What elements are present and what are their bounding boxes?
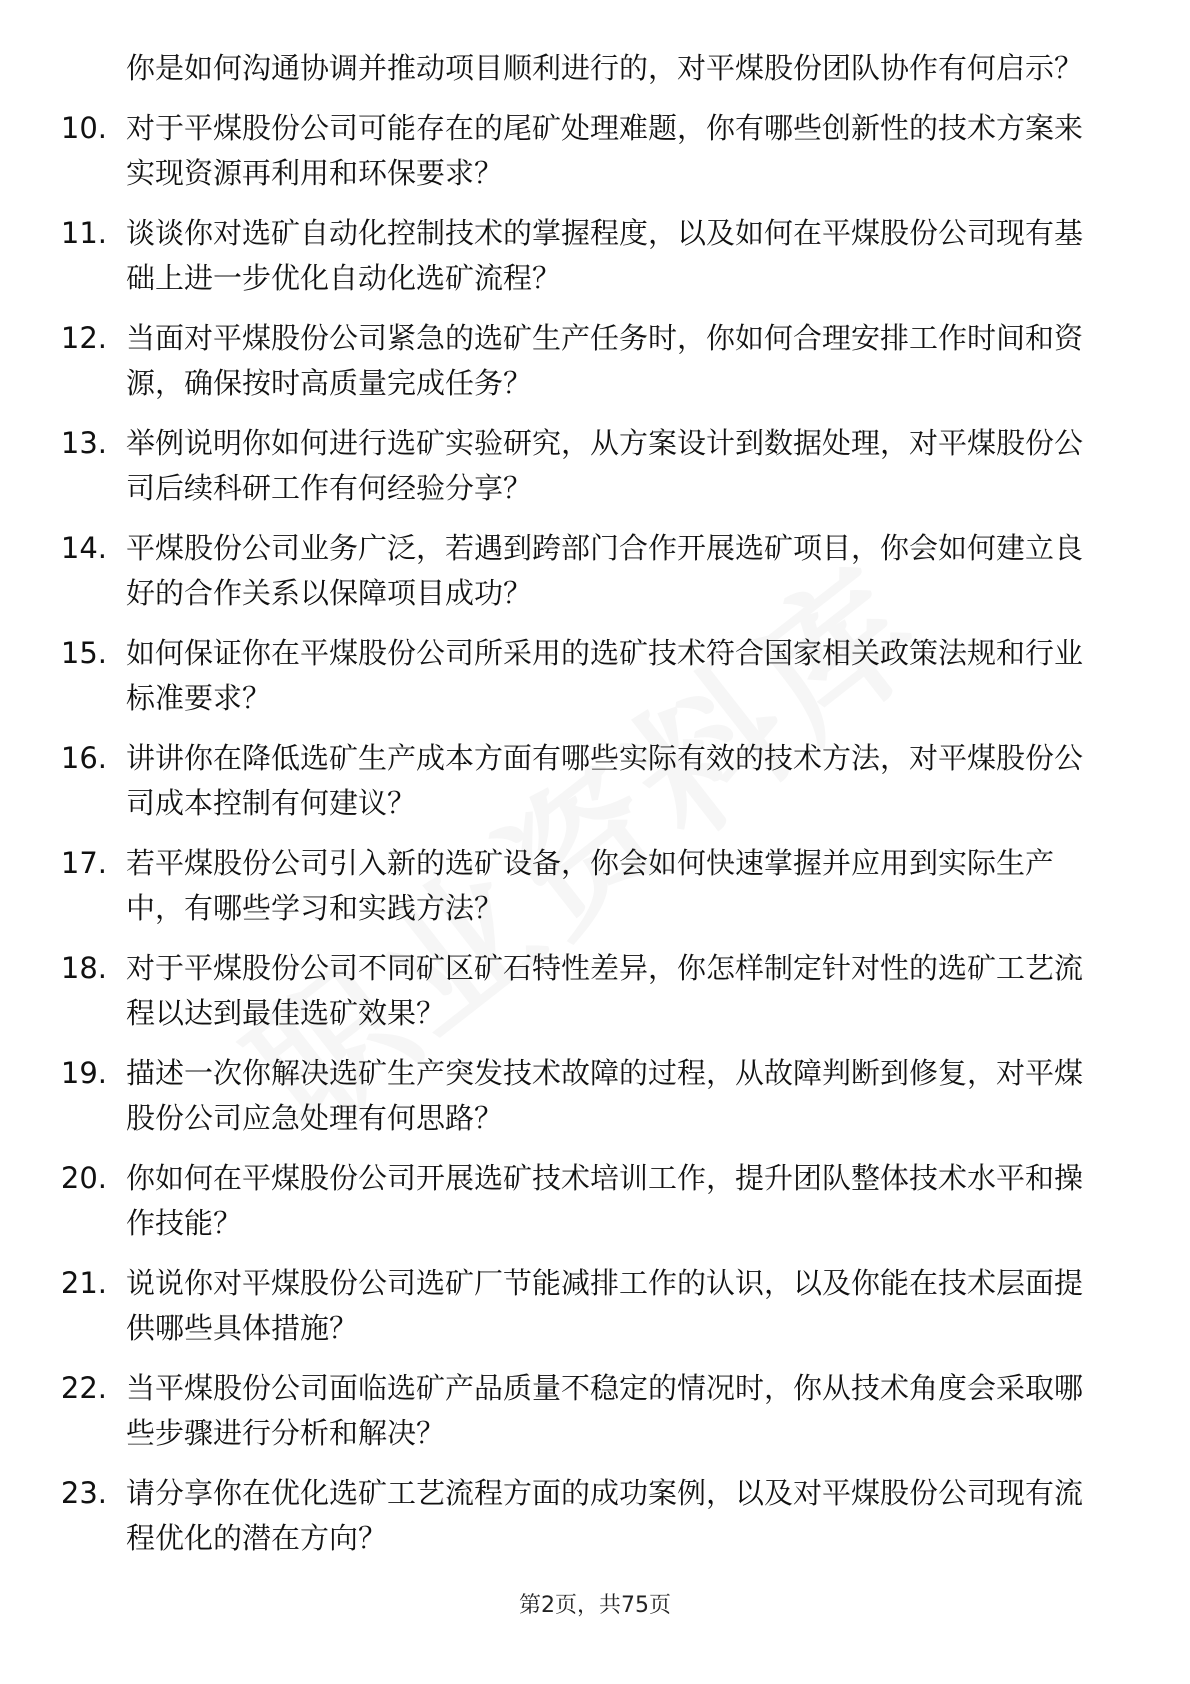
list-item (0, 1156, 1190, 1246)
item-text: 谈谈你对选矿自动化控制技术的掌握程度，以及如何在平煤股份公司现有基础上进一步优化自动化选矿流程？ (126, 216, 1084, 295)
question-list (0, 46, 1190, 1576)
item-number: 15. (60, 636, 107, 670)
list-item (0, 526, 1190, 616)
item-text: 当平煤股份公司面临选矿产品质量不稳定的情况时，你从技术角度会采取哪些步骤进行分析和解决？ (126, 1371, 1084, 1450)
item-number: 12. (60, 321, 107, 355)
item-text: 讲讲你在降低选矿生产成本方面有哪些实际有效的技术方法，对平煤股份公司成本控制有何建议？ (126, 741, 1084, 820)
list-item (0, 946, 1190, 1036)
item-text: 如何保证你在平煤股份公司所采用的选矿技术符合国家相关政策法规和行业标准要求？ (126, 636, 1084, 715)
item-text: 说说你对平煤股份公司选矿厂节能减排工作的认识，以及你能在技术层面提供哪些具体措施？ (126, 1266, 1084, 1345)
item-number: 13. (60, 426, 107, 460)
item-number: 21. (60, 1266, 107, 1300)
item-text: 对于平煤股份公司可能存在的尾矿处理难题，你有哪些创新性的技术方案来实现资源再利用和环保要求？ (126, 111, 1084, 190)
item-number: 23. (60, 1476, 107, 1510)
list-item (0, 46, 1190, 91)
list-item (0, 1471, 1190, 1561)
item-text: 举例说明你如何进行选矿实验研究，从方案设计到数据处理，对平煤股份公司后续科研工作有何经验分享？ (126, 426, 1084, 505)
list-item (0, 1261, 1190, 1351)
item-text: 你如何在平煤股份公司开展选矿技术培训工作，提升团队整体技术水平和操作技能？ (126, 1161, 1084, 1240)
item-text: 你是如何沟通协调并推动项目顺利进行的，对平煤股份团队协作有何启示？ (126, 51, 1084, 85)
item-number: 10. (60, 111, 107, 145)
list-item (0, 736, 1190, 826)
list-item (0, 1366, 1190, 1456)
item-number: 22. (60, 1371, 107, 1405)
list-item (0, 841, 1190, 931)
item-number: 18. (60, 951, 107, 985)
list-item (0, 316, 1190, 406)
item-text: 平煤股份公司业务广泛，若遇到跨部门合作开展选矿项目，你会如何建立良好的合作关系以保障项目成功？ (126, 531, 1084, 610)
item-number: 20. (60, 1161, 107, 1195)
item-number: 16. (60, 741, 107, 775)
list-item (0, 211, 1190, 301)
item-number: 17. (60, 846, 107, 880)
item-text: 当面对平煤股份公司紧急的选矿生产任务时，你如何合理安排工作时间和资源，确保按时高质量完成任务？ (126, 321, 1084, 400)
item-text: 描述一次你解决选矿生产突发技术故障的过程，从故障判断到修复，对平煤股份公司应急处理有何思路？ (126, 1056, 1084, 1135)
list-item (0, 1051, 1190, 1141)
item-text: 请分享你在优化选矿工艺流程方面的成功案例，以及对平煤股份公司现有流程优化的潜在方向？ (126, 1476, 1084, 1555)
item-text: 若平煤股份公司引入新的选矿设备，你会如何快速掌握并应用到实际生产中，有哪些学习和实践方法？ (126, 846, 1055, 925)
item-text: 对于平煤股份公司不同矿区矿石特性差异，你怎样制定针对性的选矿工艺流程以达到最佳选矿效果？ (126, 951, 1084, 1030)
item-number: 19. (60, 1056, 107, 1090)
list-item (0, 106, 1190, 196)
list-item (0, 421, 1190, 511)
page-footer: 第2页，共75页 (519, 1593, 671, 1618)
item-number: 14. (60, 531, 107, 565)
item-number: 11. (60, 216, 107, 250)
list-item (0, 631, 1190, 721)
